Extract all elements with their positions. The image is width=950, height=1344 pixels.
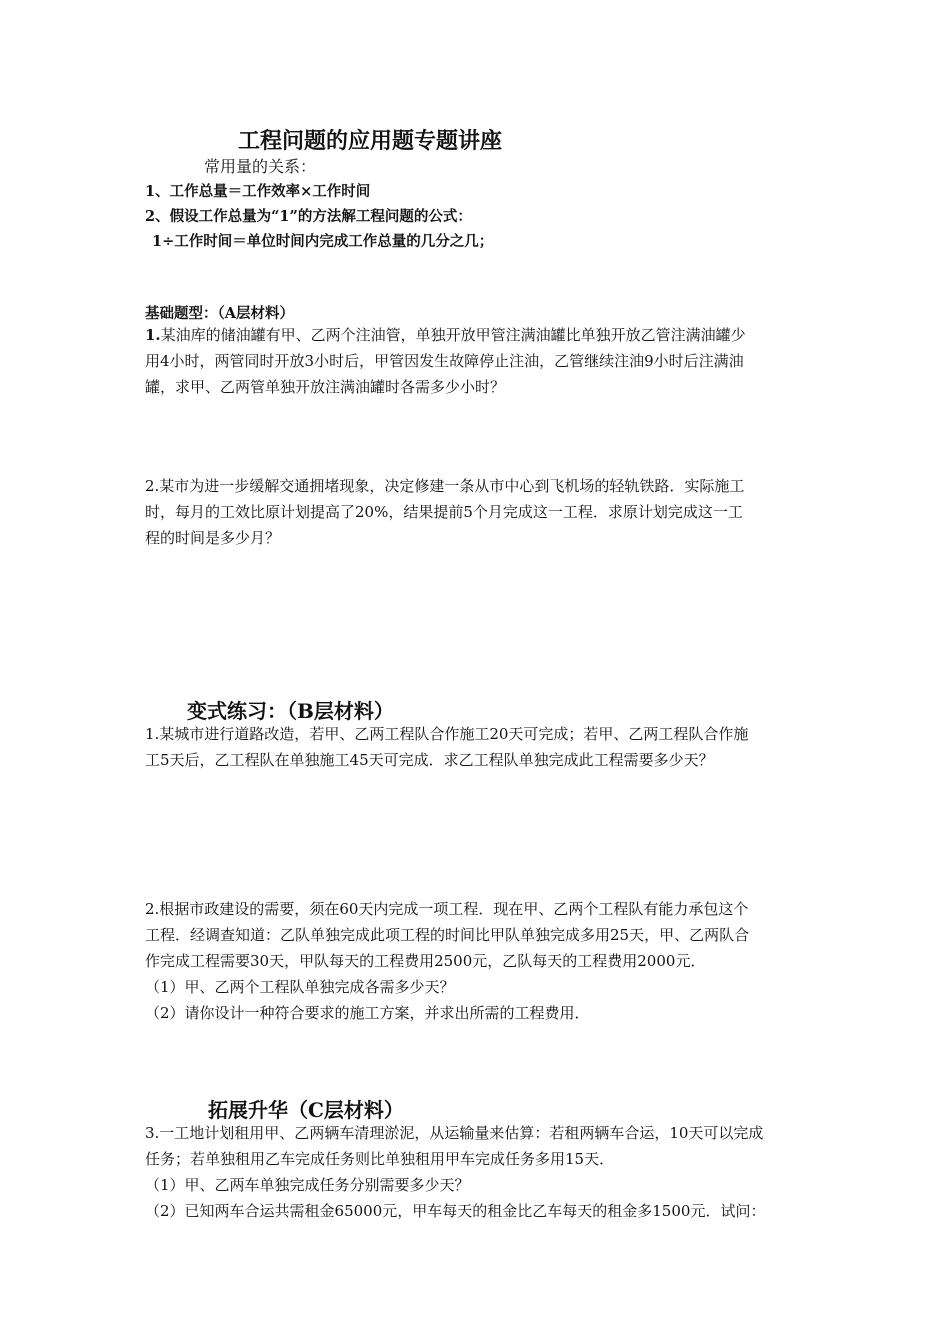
question-line: 2.某市为进一步缓解交通拥堵现象，决定修建一条从市中心到飞机场的轻轨铁路．实际施工 — [145, 477, 745, 495]
question-line: 时，每月的工效比原计划提高了20%，结果提前5个月完成这一工程．求原计划完成这一工 — [145, 503, 743, 521]
question-line: 工程．经调查知道：乙队单独完成此项工程的时间比甲队单独完成多用25天，甲、乙两队合 — [145, 926, 750, 944]
section-c-heading: 拓展升华（C层材料） — [208, 1098, 404, 1122]
question-line: 罐，求甲、乙两管单独开放注满油罐时各需多少小时？ — [145, 378, 506, 396]
formula-3: 1÷工作时间＝单位时间内完成工作总量的几分之几； — [152, 233, 494, 250]
question-number: 1. — [145, 326, 161, 344]
question-line: 作完成工程需要30天，甲队每天的工程费用2500元，乙队每天的工程费用2000元． — [145, 952, 706, 970]
question-subpart: （1）甲、乙两个工程队单独完成各需多少天？ — [145, 978, 455, 996]
question-subpart: （1）甲、乙两车单独完成任务分别需要多少天？ — [145, 1176, 470, 1194]
section-a-heading: 基础题型：（A层材料） — [145, 305, 294, 322]
question-line: 任务；若单独租用乙车完成任务则比单独租用甲车完成任务多用15天． — [145, 1150, 615, 1168]
question-line: 2.根据市政建设的需要，须在60天内完成一项工程．现在甲、乙两个工程队有能力承包这个 — [145, 900, 749, 918]
question-line: 程的时间是多少月？ — [145, 529, 281, 547]
question-line: 1.某城市进行道路改造，若甲、乙两工程队合作施工20天可完成；若甲、乙两工程队合作施 — [145, 725, 749, 743]
question-subpart: （2）请你设计一种符合要求的施工方案，并求出所需的工程费用． — [145, 1004, 590, 1022]
page-title: 工程问题的应用题专题讲座 — [238, 128, 503, 154]
question-a2 — [145, 473, 809, 551]
formula-1: 1、工作总量＝工作效率×工作时间 — [145, 183, 371, 200]
question-line: 用4小时，两管同时开放3小时后，甲管因发生故障停止注油，乙管继续注油9小时后注满油 — [145, 352, 744, 370]
section-b-heading: 变式练习：（B层材料） — [187, 699, 394, 723]
question-line: 3.一工地计划租用甲、乙两辆车清理淤泥，从运输量来估算：若租两辆车合运，10天可以完成 — [145, 1124, 764, 1142]
formula-2: 2、假设工作总量为“1”的方法解工程问题的公式： — [145, 208, 472, 225]
question-b2 — [145, 896, 809, 1026]
question-line — [145, 322, 809, 348]
subtitle: 常用量的关系： — [204, 157, 317, 176]
question-a1 — [145, 322, 809, 400]
question-c3 — [145, 1120, 809, 1224]
question-line: 工5天后，乙工程队在单独施工45天可完成．求乙工程队单独完成此工程需要多少天？ — [145, 751, 714, 769]
question-text: 某油库的储油罐有甲、乙两个注油管，单独开放甲管注满油罐比单独开放乙管注满油罐少 — [160, 326, 746, 344]
question-b1 — [145, 721, 809, 773]
question-subpart: （2）已知两车合运共需租金65000元，甲车每天的租金比乙车每天的租金多1500元．试问： — [145, 1202, 766, 1220]
